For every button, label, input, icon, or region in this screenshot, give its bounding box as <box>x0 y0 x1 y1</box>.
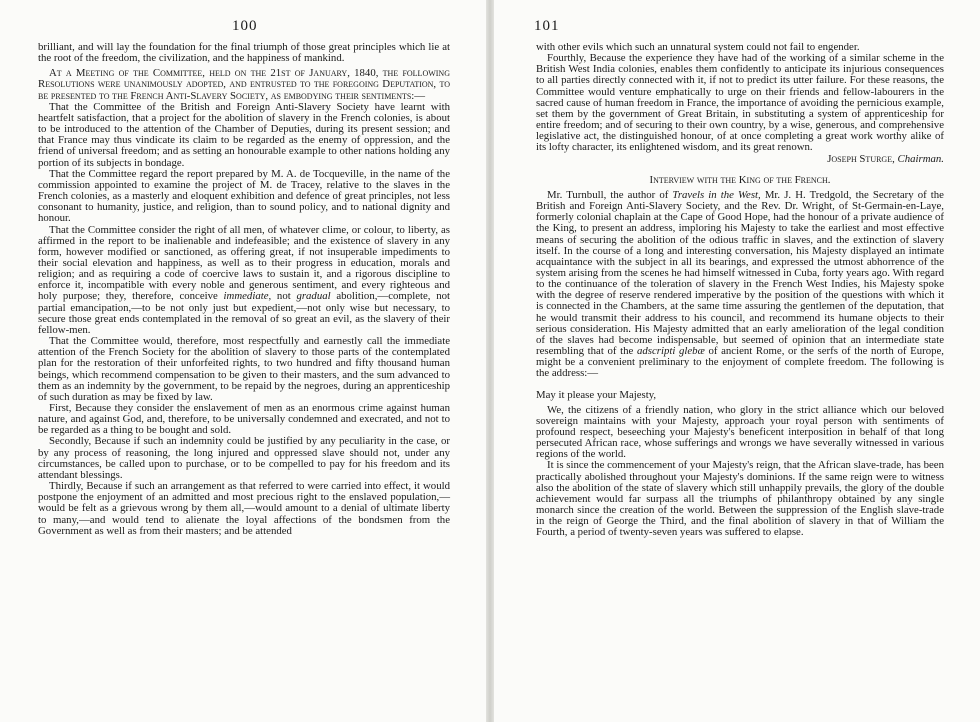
resolution-3-italic-immediate: immediate, <box>223 290 272 303</box>
interview-text-a: Mr. Turnbull, the author of <box>547 188 673 201</box>
left-page <box>0 0 486 722</box>
address-salutation: May it please your Majesty, <box>536 388 657 401</box>
reason-third: Thirdly, Because if such an arrangement as that referred to were carried into effect, it would postpone the enjoyment of an admitted and most precious right to the enslaved population,—would be felt as a grievous wrong by them all,—would amount to a denial of ultimate liberty to many,—and would tend to alienate the loyal affections of the bondsmen from the Government as well as from their masters; and be attended <box>38 480 450 537</box>
resolution-3 <box>38 225 450 337</box>
interview-book-title: Travels in the West, <box>672 188 761 201</box>
interview-paragraph <box>536 190 944 380</box>
reason-first: First, Because they consider the enslavement of men as an enormous crime against human nature, and against God, and, therefore, to be universally condemned and execrated, and not to be regarded as a thing to be bought and sold. <box>38 402 450 437</box>
signature <box>536 154 944 165</box>
opening-paragraph: brilliant, and will lay the foundation for the final triumph of those great principles which lie at the root of the freedom, the civilization, and the happiness of mankind. <box>38 41 450 65</box>
left-column <box>38 42 450 537</box>
reason-fourth: Fourthly, Because the experience they have had of the working of a similar scheme in the British West India colonies, enables them confidently to anticipate its injurious consequences to all parties directly connected with it, if not to predict its utter failure. For these reasons, the Committee would venture emphatically to urge on their friends and fellow-labourers in the sacred cause of human freedom in France, the importance of avoiding the pernicious example, set them by the government of Great Britain, in substituting a system of apprenticeship for entire freedom; and of securing to their own country, by a wise, generous, and comprehensive legislative act, the distinguished honour, of at once completing a great work worthy alike of its lofty character, its enlightened wisdom, and its great renown. <box>536 52 944 154</box>
continuation-paragraph: with other evils which such an unnatural system could not fail to engender. <box>536 41 860 53</box>
interview-latin-term: adscripti glebæ <box>636 345 705 358</box>
resolution-3-text-a: That the Committee consider the right of all men, of whatever clime, or colour, to liberty, as affirmed in the report to be inalienable and indefeasible; and the existence of slavery in any form, however modified or sanctioned, as offering great, if not insuperable impediments to their social elevation and happiness, as well as to their progress in education, morals and religion; and as requiring a code of coercive laws to sustain it, and a rigorous discipline to enforce it, incompatible with every noble and generous sentiment, and every righteous and holy purpose; they, therefore, conceive <box>38 223 450 303</box>
interview-text-c: of ancient Rome, or the serfs of the north of Europe, might be a convenient preliminary to the enjoyment of complete freedom. The following is the address:— <box>536 345 945 380</box>
signature-title: Chairman. <box>897 152 944 165</box>
address-paragraph-2: It is since the commencement of your Majesty's reign, that the African slave-trade, has been practically abolished throughout your Majesty's dominions. If the same reign were to witness also the abolition of the state of slavery which still unhappily prevails, the glory of the double achievement would far surpass all the triumphs of philanthropy obtained by any single monarch since the creation of the world. Between the suppression of the English slave-trade in the reign of George the Third, and the final abolition of slavery in that of William the Fourth, a period of twenty-seven years was suffered to elapse. <box>536 459 944 539</box>
resolution-3-text-c: abolition,—complete, not partial emancipation,—to be not only just but expedient,—not only wise but necessary, to secure those great ends contemplated in the removal of so great an evil, as the slavery of their fellow-men. <box>38 290 451 336</box>
interview-heading: Interview with the King of the French. <box>649 173 831 186</box>
resolution-1: That the Committee of the British and Foreign Anti-Slavery Society have learnt with heartfelt satisfaction, that a project for the abolition of slavery in the French colonies, is about to be introduced to the attention of the Chamber of Deputies, during its present session; and that France may thus vindicate its claim to be regarded as the enemy of oppression, and the friend of universal freedom; and as setting an honourable example to other nations holding any portion of its subjects in bondage. <box>38 100 450 169</box>
resolution-3-italic-gradual: gradual <box>296 290 331 303</box>
resolution-3-text-b: not <box>271 290 297 303</box>
address-paragraph-1: We, the citizens of a friendly nation, who glory in the strict alliance which our beloved sovereign maintains with your Majesty, approach your royal person with sentiments of profound respect, beseeching your Majesty's beneficent interposition in behalf of that long persecuted African race, whose sufferings and wrongs we have severally witnessed in various regions of the world. <box>536 403 944 461</box>
book-gutter <box>486 0 494 722</box>
right-page <box>494 0 980 722</box>
resolution-2: That the Committee regard the report prepared by M. A. de Tocqueville, in the name of the commission appointed to examine the project of M. de Tracey, relative to the slaves in the French colonies, as a masterly and eloquent exhibition and defence of great principles, not less consonant to humanity, justice, and religion, than to sound policy, and to national dignity and honour. <box>38 167 450 225</box>
right-column <box>536 42 944 539</box>
left-page-number: 100 <box>232 18 258 34</box>
interview-text-b: Mr. J. H. Tredgold, the Secretary of the British and Foreign Anti-Slavery Society, and the Rev. Dr. Wright, of St-Germain-en-Laye, formerly colonial chaplain at the Cape of Good Hope, had the honour of a private audience of the King, to present an address, imploring his Majesty to take the earliest and most effective means of securing the abolition of the odious traffic in slaves, and the extinction of slavery itself. In the course of a long and interesting conversation, his Majesty displayed an intimate acquaintance with the subject in all its bearings, and expressed the utmost abhorrence of the system arising from the scenes he had himself witnessed in Cuba, forty years ago. With regard to the continuance of the toleration of slavery in the French West Indies, his Majesty spoke with the degree of reserve rendered imperative by the position of the questions with which it is connected in the Chambers, at the same time assuring the gentlemen of the deputation, that he would transmit their address to his council, and recommend its humane objects to their serious consideration. His Majesty admitted that an early amelioration of the legal condition of the slaves had become indispensable, but seemed of opinion that an intermediate state resembling that of the <box>536 188 944 358</box>
right-page-number: 101 <box>534 18 560 34</box>
meeting-heading: At a Meeting of the Committee, held on the 21st of January, 1840, the following Resolutions were unanimously adopted, and entrusted to the foregoing Deputation, to be presented to the French Anti-Slavery Society, as embodying their sentiments:— <box>38 67 450 102</box>
resolution-4: That the Committee would, therefore, most respectfully and earnestly call the immediate attention of the French Society for the abolition of slavery to those parts of the contemplated plan for the restoration of their unforfeited rights, to two hundred and fifty thousand human beings, which recommend compensation to be given to their masters, and the sum advanced to them as an indemnity by the government, to be repaid by the negroes, during an apprenticeship of such duration as may be fixed by law. <box>38 335 450 403</box>
signature-name: Joseph Sturge, <box>827 152 895 165</box>
reason-second: Secondly, Because if such an indemnity could be justified by any peculiarity in the case, or by any process of reasoning, the long injured and oppressed slave should not, under any circumstances, be called upon to purchase, or to be compelled to pay for his freedom and its attendant blessings. <box>38 435 450 481</box>
